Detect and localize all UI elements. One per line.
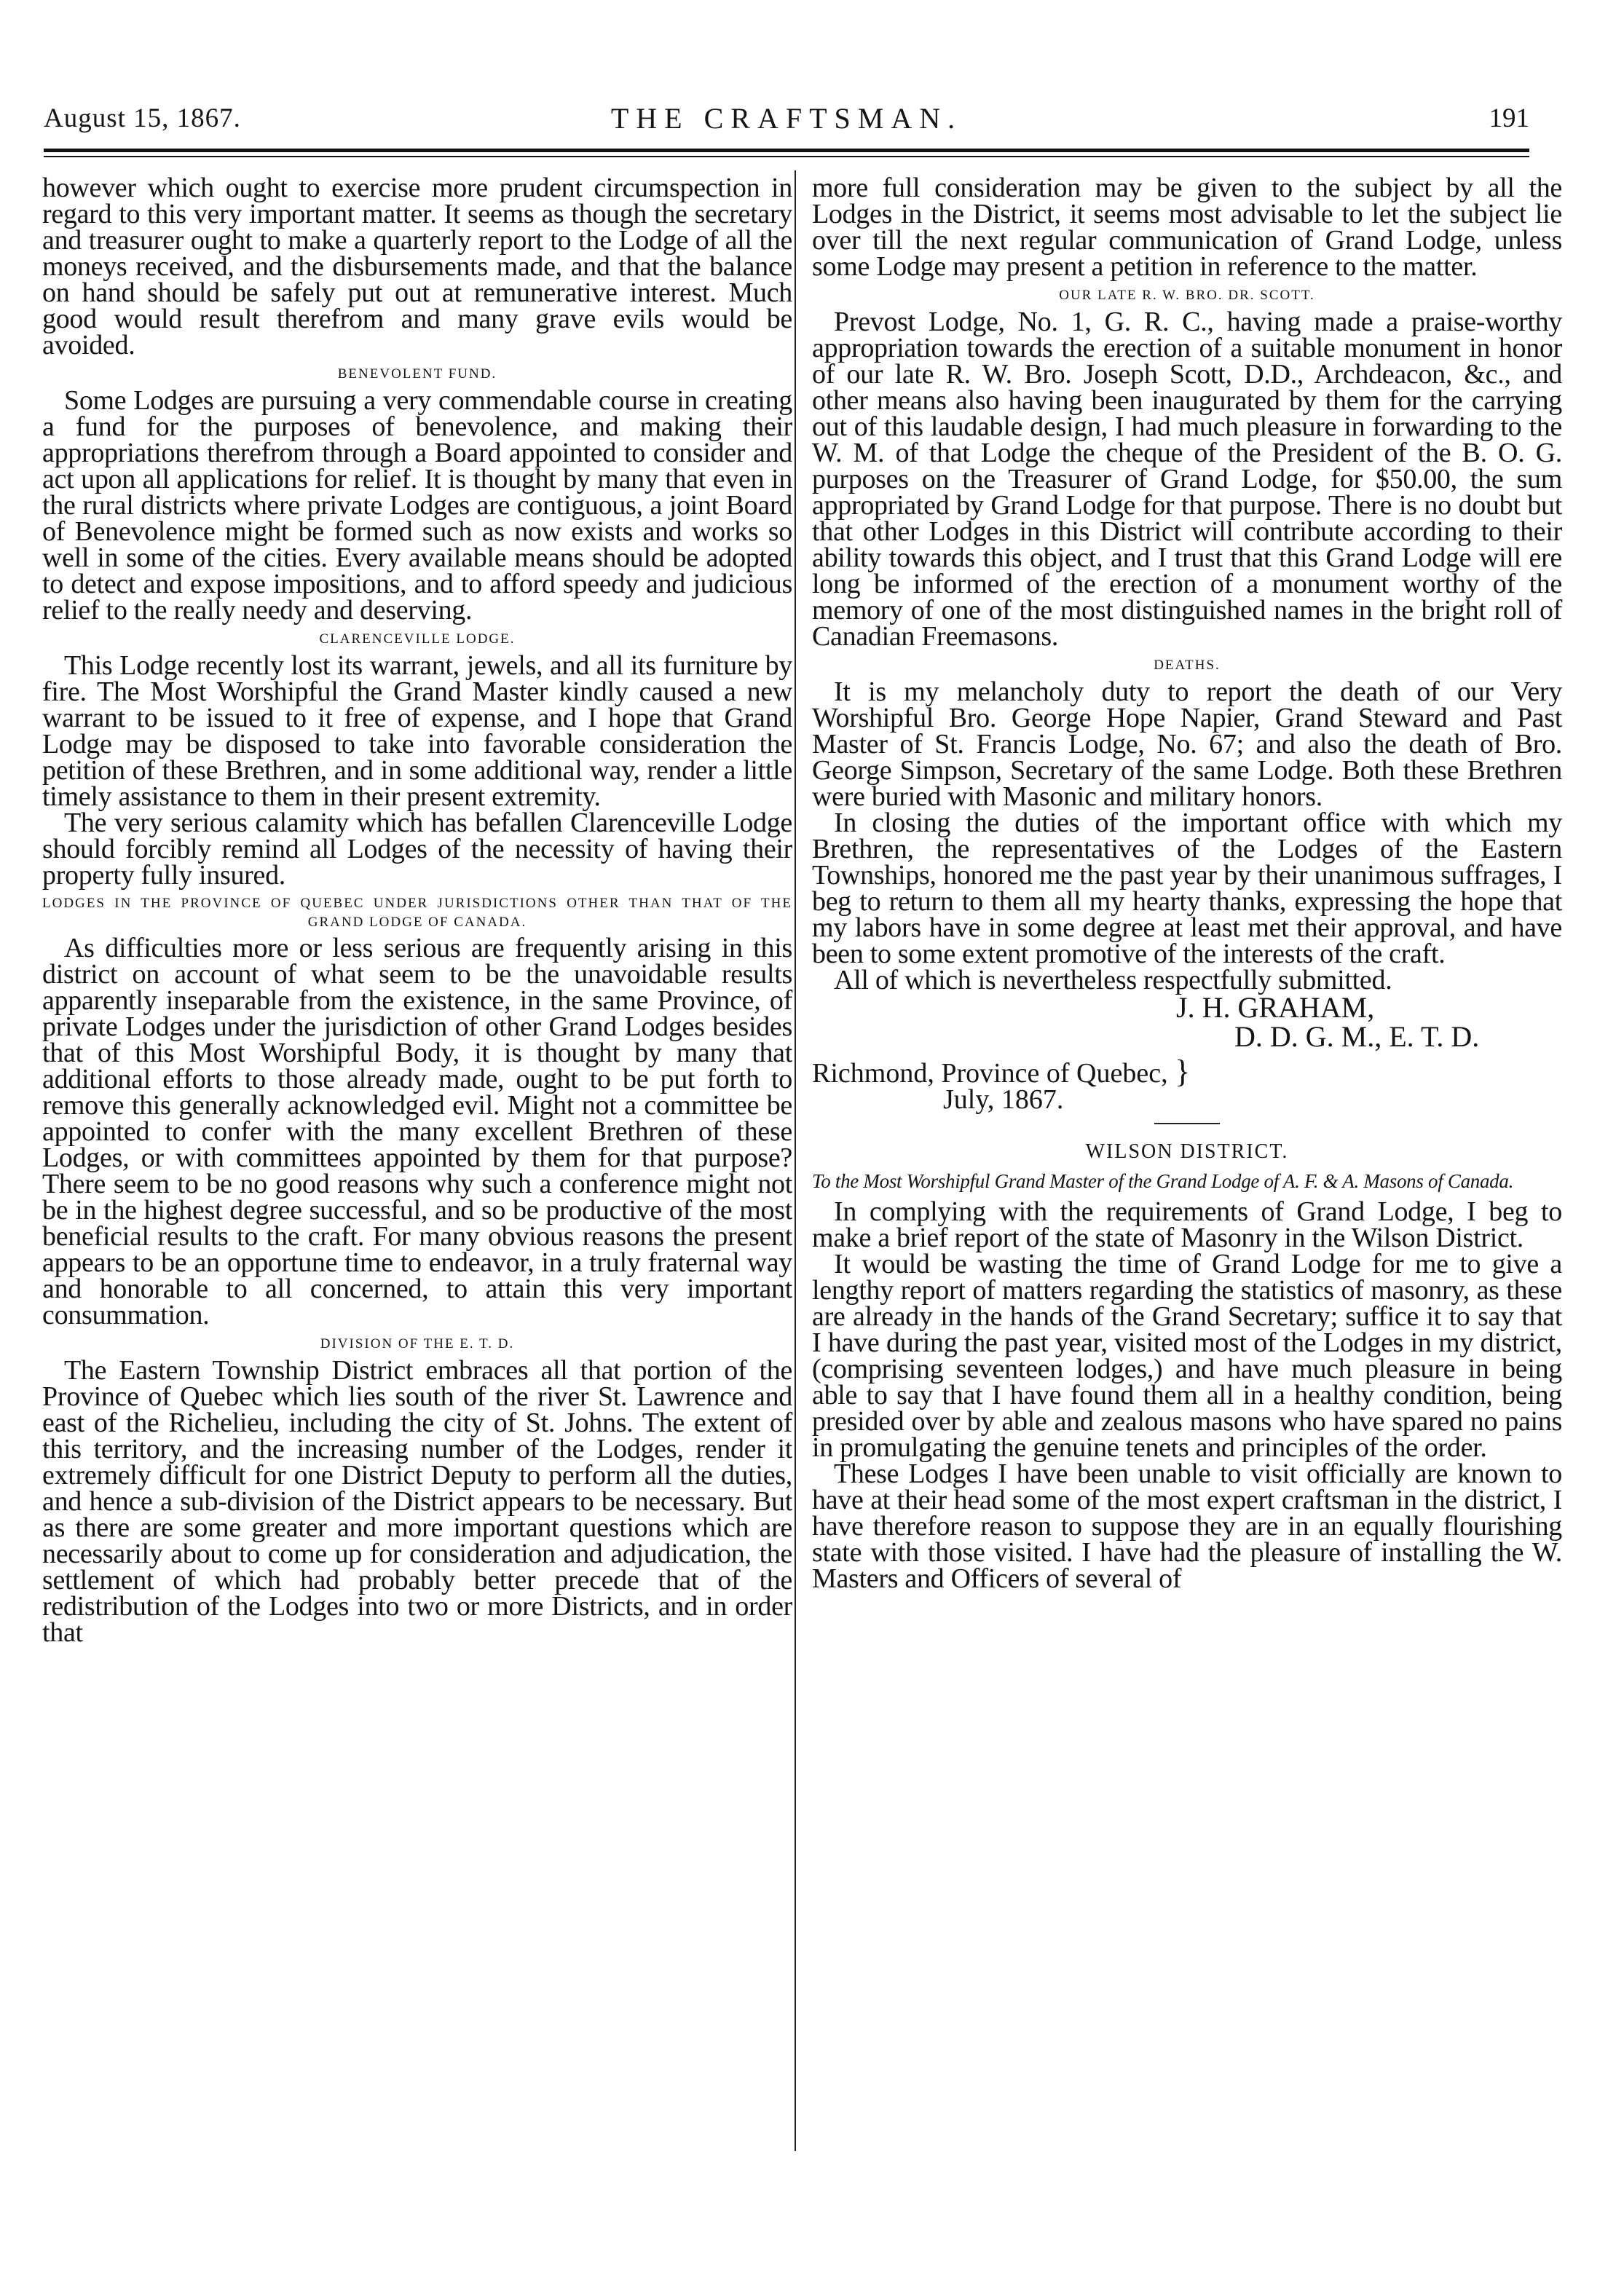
address-line: To the Most Worshipful Grand Master of the Grand Lodge of A. F. & A. Masons of Canada. xyxy=(812,1170,1514,1192)
paragraph-dr-scott: Prevost Lodge, No. 1, G. R. C., having made a praise-worthy appropriation towards the erection of a suitable monument in honor of our late R. W. Bro. Joseph Scott, D.D., Archdeacon, &c., and other means also having been inaugurated by them for the carrying out of this laudable design, I had much pleasure in forwarding to the W. M. of that Lodge the cheque of the President of the B. O. G. purposes on the Treasurer of Grand Lodge, for $50.00, the sum appropriated by Grand Lodge for that purpose. There is no doubt but that other Lodges in this District will contribute according to their ability towards this object, and I trust that this Grand Lodge will ere long be informed of the erection of a monument worthy of the memory of one of the most distinguished names in the bright roll of Canadian Freemasons. xyxy=(812,307,1562,652)
paragraph-deaths: It is my melancholy duty to report the death of our Very Worshipful Bro. George Hope Napier, Grand Steward and Past Master of St. Francis Lodge, No. 67; and also the death of Bro. George Simpson, Secretary of the same Lodge. Both these Brethren were buried with Masonic and military honors. xyxy=(812,676,1562,812)
header-rule-thick xyxy=(44,149,1529,152)
paragraph-division-etd: The Eastern Township District embraces all that portion of the Province of Quebec which lies south of the river St. Lawrence and east of the Richelieu, including the city of St. Johns. The extent of this territory, and the increasing number of the Lodges, render it extremely difficult for one District Deputy to perform all the duties, and hence a sub-division of the District appears to be necessary. But as there are some greater and more important questions which are necessarily about to come up for consideration and adjudication, the settlement of which had probably better precede that of the redistribution of the Lodges into two or more Districts, and in order that xyxy=(42,1355,792,1648)
heading-deaths: DEATHS. xyxy=(1154,658,1221,673)
heading-dr-scott: OUR LATE R. W. BRO. DR. SCOTT. xyxy=(1059,288,1315,303)
heading-wilson-district: WILSON DISTRICT. xyxy=(1085,1140,1289,1163)
column-divider xyxy=(795,170,796,2151)
publication-title: THE CRAFTSMAN. xyxy=(610,102,963,135)
header-rule-thin xyxy=(44,156,1529,157)
heading-clarenceville-lodge: CLARENCEVILLE LODGE. xyxy=(319,631,516,647)
running-head xyxy=(44,93,1529,144)
paragraph-clarenceville-2: The very serious calamity which has befallen Clarenceville Lodge should forcibly remind all Lodges of the necessity of having their property fully insured. xyxy=(42,808,792,891)
signature-name: J. H. GRAHAM, xyxy=(1176,991,1375,1024)
brace-glyph: } xyxy=(1175,1054,1191,1089)
paragraph-submitted: All of which is nevertheless respectfully submitted. xyxy=(834,965,1392,995)
heading-division-etd: DIVISION OF THE E. T. D. xyxy=(320,1336,515,1351)
signature-title: D. D. G. M., E. T. D. xyxy=(1234,1020,1480,1053)
heading-lodges-quebec: LODGES IN THE PROVINCE OF QUEBEC UNDER JURISDICTIONS OTHER THAN THAT OF THE GRAND LODGE OF CANADA. xyxy=(42,896,792,930)
section-divider xyxy=(1154,1123,1220,1124)
paragraph-closing: In closing the duties of the important office with which my Brethren, the representatives of the Lodges of the Eastern Townships, honored me the past year by their unanimous suffrages, I beg to return to them all my hearty thanks, expressing the hope that my labors have in some degree at least met their approval, and have been to some extent promotive of the interests of the craft. xyxy=(812,808,1562,969)
place-name: Richmond, Province of Quebec, xyxy=(812,1058,1168,1089)
right-column xyxy=(812,175,1562,1592)
issue-date: August 15, 1867. xyxy=(44,103,241,133)
paragraph-continued: however which ought to exercise more prudent circumspection in regard to this very important matter. It seems as though the secretary and treasurer ought to make a quarterly report to the Lodge of all the moneys received, and the disbursements made, and that the balance on hand should be safely put out at remunerative interest. Much good would result therefrom and many grave evils would be avoided. xyxy=(42,173,792,360)
paragraph-continued-right: more full consideration may be given to the subject by all the Lodges in the District, it seems most advisable to let the subject lie over till the next regular communication of Grand Lodge, unless some Lodge may present a petition in reference to the matter. xyxy=(812,173,1562,282)
place-line-2: July, 1867. xyxy=(943,1084,1064,1115)
paragraph-wilson-1: In complying with the requirements of Grand Lodge, I beg to make a brief report of the state of Masonry in the Wilson District. xyxy=(812,1196,1562,1253)
paragraph-benevolent-fund: Some Lodges are pursuing a very commendable course in creating a fund for the purposes of benevolence, and making their appropriations therefrom through a Board appointed to consider and act upon all applications for relief. It is thought by many that even in the rural districts where private Lodges are contiguous, a joint Board of Benevolence might be formed such as now exists and works so well in some of the cities. Every available means should be adopted to detect and expose impositions, and to afford speedy and judicious relief to the really needy and deserving. xyxy=(42,385,792,625)
paragraph-lodges-quebec: As difficulties more or less serious are frequently arising in this district on account of what seem to be the unavoidable results apparently inseparable from the existence, in the same Province, of private Lodges under the jurisdiction of other Grand Lodges besides that of this Most Worshipful Body, it is thought by many that additional efforts to those already made, ought to be put forth to remove this generally acknowledged evil. Might not a committee be appointed to confer with the many excellent Brethren of these Lodges, or with committees appointed by them for that purpose? There seem to be no good reasons why such a conference might not be in the highest degree successful, and so be productive of the most beneficial results to the craft. For many obvious reasons the present appears to be an opportune time to endeavor, in a truly fraternal way and honorable to all concerned, to attain this very important consummation. xyxy=(42,933,792,1330)
heading-benevolent-fund: BENEVOLENT FUND. xyxy=(337,366,497,382)
paragraph-wilson-3: These Lodges I have been unable to visit officially are known to have at their head some of the most expert craftsman in the district, I have therefore reason to suppose they are in an equally flourishing state with those visited. I have had the pleasure of installing the W. Masters and Officers of several of xyxy=(812,1459,1562,1594)
place-line-1 xyxy=(812,1054,1562,1089)
paragraph-wilson-2: It would be wasting the time of Grand Lodge for me to give a lengthy report of matters regarding the statistics of masonry, as these are already in the hands of the Grand Secretary; suffice it to say that I have during the past year, visited most of the Lodges in my district, (comprising seventeen lodges,) and have much pleasure in being able to say that I have found them all in a healthy condition, being presided over by able and zealous masons who have spared no pains in promulgating the genuine tenets and principles of the order. xyxy=(812,1249,1562,1463)
paragraph-clarenceville-1: This Lodge recently lost its warrant, jewels, and all its furniture by fire. The Most Worshipful the Grand Master kindly caused a new warrant to be issued to it free of expense, and I hope that Grand Lodge may be disposed to take into favorable consideration the petition of these Brethren, and in some additional way, render a little timely assistance to them in their present extremity. xyxy=(42,650,792,812)
page-number: 191 xyxy=(1489,103,1529,133)
left-column xyxy=(42,175,792,1646)
